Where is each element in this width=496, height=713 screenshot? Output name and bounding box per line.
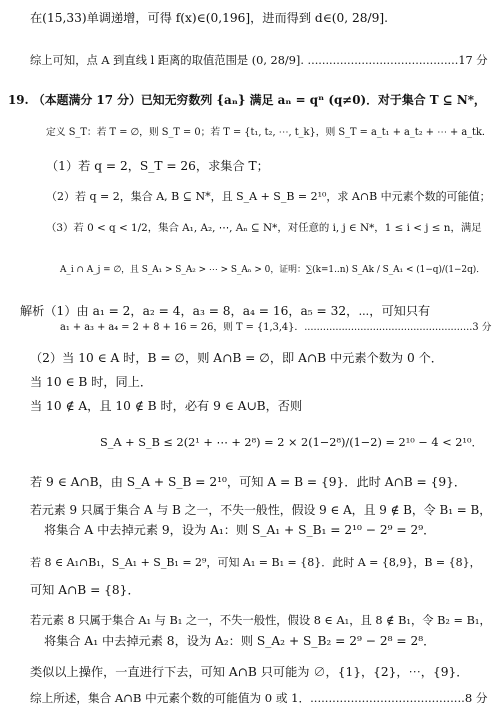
text-line-2: 综上可知，点 A 到直线 l 距离的取值范围是 (0, 28/9]. ..........................................17 分 (30, 54, 488, 67)
solution-line-11: 可知 A∩B = {8}． (30, 583, 140, 597)
solution-line-13: 将集合 A₁ 中去掉元素 8，设为 A₂：则 S_A₂ + S_B₂ = 2⁹ − 2⁸ = 2⁸． (44, 634, 436, 648)
solution-part-2: （2）当 10 ∈ A 时，B = ∅，则 A∩B = ∅，即 A∩B 中元素个数为 0 个． (30, 351, 443, 365)
question-2: （2）若 q = 2，集合 A, B ⊆ N*，且 S_A + S_B = 2¹⁰，求 A∩B 中元素个数的可能值； (46, 190, 491, 203)
solution-line-10: 若 8 ∈ A₁∩B₁，S_A₁ + S_B₁ = 2⁹，可知 A₁ = B₁ = {8}．此时 A = {8,9}，B = {8}， (30, 556, 481, 569)
question-3-condition: A_i ∩ A_j = ∅，且 S_A₁ > S_A₂ > ⋯ > S_Aₙ > 0，证明：∑(k=1..n) S_Ak / S_A₁ < (1−q)/(1−2q)． (60, 265, 486, 275)
solution-line-9: 将集合 A 中去掉元素 9，设为 A₁：则 S_A₁ + S_B₁ = 2¹⁰ − 2⁹ = 2⁹． (44, 523, 436, 537)
problem-19-heading: 19. （本题满分 17 分）已知无穷数列 {aₙ} 满足 aₙ = qⁿ (q≠0)．对于集合 T ⊆ N*， (8, 93, 486, 107)
solution-line-14: 类似以上操作，一直进行下去，可知 A∩B 只可能为 ∅，{1}，{2}，⋯，{9}． (30, 665, 469, 679)
solution-part-1: 解析（1）由 a₁ = 2，a₂ = 4，a₃ = 8，a₄ = 16，a₅ = 32，⋯，可知只有 (20, 304, 431, 318)
question-3: （3）若 0 < q < 1/2，集合 A₁, A₂, ⋯, Aₙ ⊆ N*，对任意的 i, j ∈ N*，1 ≤ i < j ≤ n，满足 (46, 222, 482, 234)
solution-formula: S_A + S_B ≤ 2(2¹ + ⋯ + 2⁸) = 2 × 2(1−2⁸)/(1−2) = 2¹⁰ − 4 < 2¹⁰． (100, 436, 483, 449)
text-line-4: 定义 S_T：若 T = ∅，则 S_T = 0；若 T = {t₁, t₂, ⋯, t_k}，则 S_T = a_t₁ + a_t₂ + ⋯ + a_tk． (46, 127, 492, 138)
solution-line-8: 若元素 9 只属于集合 A 与 B 之一，不失一般性，假设 9 ∈ A，且 9 ∉ B，令 B₁ = B， (30, 503, 492, 517)
solution-line-2: a₁ + a₃ + a₄ = 2 + 8 + 16 = 26，则 T = {1,3,4}．......................................................3 分 (60, 322, 492, 333)
solution-line-7: 若 9 ∈ A∩B，由 S_A + S_B = 2¹⁰，可知 A = B = {9}．此时 A∩B = {9}． (30, 475, 467, 489)
question-1: （1）若 q = 2，S_T = 26，求集合 T； (46, 159, 269, 173)
solution-conclusion: 综上所述，集合 A∩B 中元素个数的可能值为 0 或 1．..........................................8 分 (30, 691, 488, 705)
text-line-1: 在(15,33)单调递增，可得 f(x)∈(0,196]，进而得到 d∈(0, 28/9]. (30, 11, 388, 25)
solution-line-4: 当 10 ∈ B 时，同上． (30, 375, 153, 389)
solution-line-12: 若元素 8 只属于集合 A₁ 与 B₁ 之一，不失一般性，假设 8 ∈ A₁，且 8 ∉ B₁，令 B₂ = B₁， (30, 614, 491, 627)
solution-line-5: 当 10 ∉ A，且 10 ∉ B 时，必有 9 ∈ A∪B，否则 (30, 399, 303, 413)
